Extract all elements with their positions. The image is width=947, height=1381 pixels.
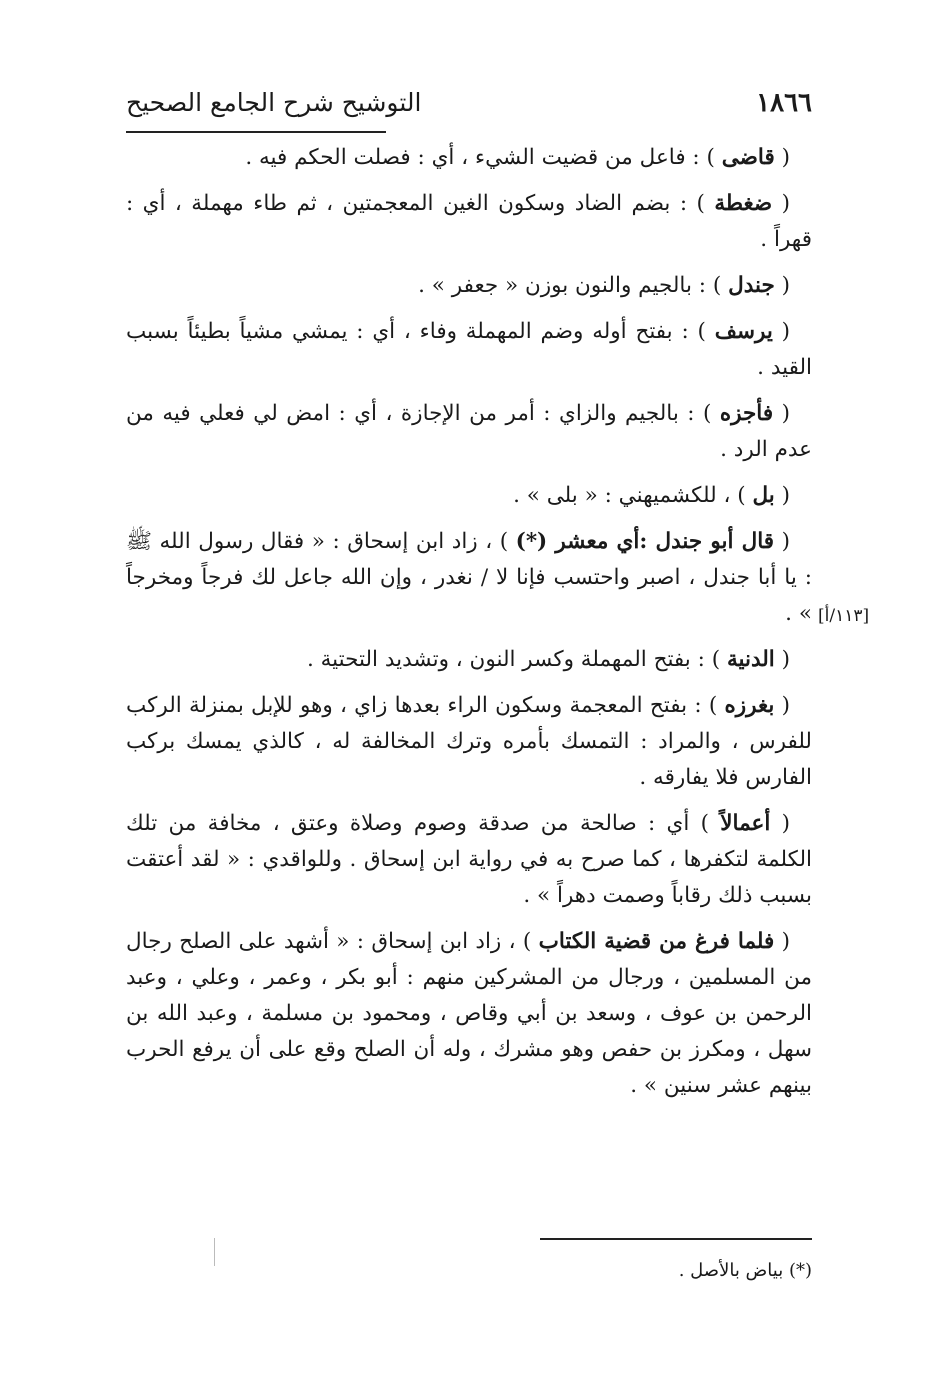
paragraph-text: : بالجيم والنون بوزن « جعفر » .	[418, 273, 713, 298]
term-label: ( يرسف )	[698, 319, 791, 344]
paragraph-text: ، زاد ابن إسحاق : « فقال رسول الله ﷺ : يا أبا جندل ، اصبر واحتسب فإنا لا / نغدر ، وإن الله جاعل لك فرجاً ومخرجاً » .	[126, 529, 812, 626]
footnote: (*) بياض بالأصل .	[678, 1260, 812, 1281]
paragraph-text: : بفتح المهملة وكسر النون ، وتشديد التحتية .	[306, 647, 712, 672]
term-label: ( قال أبو جندل :أي معشر (*) )	[500, 529, 790, 554]
paragraph-abu-jandal	[126, 524, 812, 632]
term-label: ( الدنية )	[712, 647, 790, 672]
header-rule	[126, 131, 386, 133]
folio-margin-note: [١١٣/أ]	[818, 606, 870, 626]
paragraph-text: : بضم الضاد وسكون الغين المعجمتين ، ثم طاء مهملة ، أي : قهراً .	[126, 191, 812, 252]
running-title: التوشيح شرح الجامع الصحيح	[126, 88, 422, 117]
paragraph-text: : بفتح المعجمة وسكون الراء بعدها زاي ، وهو للإبل بمنزلة الركب للفرس ، والمراد : التمسك بأمره وترك المخالفة له ، كالذي يمسك بركب الفارس فلا يفارقه .	[126, 693, 812, 790]
main-text	[126, 140, 812, 1114]
paragraph-text: ، زاد ابن إسحاق : « أشهد على الصلح رجال من المسلمين ، ورجال من المشركين منهم : أبو بكر ، وعمر ، وعلي ، وعبد الرحمن بن عوف ، وسعد بن أبي وقاص ، ومحمود بن مسلمة ، وعبد الله بن سهل ، ومكرز بن حفص وهو مشرك ، وله أن الصلح وقع على أن يرفع الحرب بينهم عشر سنين » .	[126, 929, 812, 1098]
paragraph-fajizhu	[126, 396, 812, 468]
term-label: ( أعمالاً )	[701, 811, 790, 836]
paragraph-jandal	[126, 268, 812, 304]
paragraph-bal	[126, 478, 812, 514]
term-label: ( فلما فرغ من قضية الكتاب )	[523, 929, 790, 954]
term-label: ( جندل )	[713, 273, 790, 298]
paragraph-bigharzihi	[126, 688, 812, 796]
paragraph-text: ، للكشميهني : « بلى » .	[513, 483, 738, 508]
paragraph-yarsuf	[126, 314, 812, 386]
paragraph-daghta	[126, 186, 812, 258]
paragraph-text: : بالجيم والزاي : أمر من الإجازة ، أي : امض لي فعلي فيه من عدم الرد .	[126, 401, 812, 462]
paragraph-daniyya	[126, 642, 812, 678]
term-label: ( ضغطة )	[697, 191, 790, 216]
footnote-rule	[540, 1238, 812, 1240]
paragraph-amalan	[126, 806, 812, 914]
paragraph-text: : بفتح أوله وضم المهملة وفاء ، أي : يمشي مشياً بطيئاً بسبب القيد .	[126, 319, 812, 380]
term-label: ( بغرزه )	[709, 693, 790, 718]
page-number: ١٨٦٦	[756, 88, 812, 118]
paragraph-qadi	[126, 140, 812, 176]
term-label: ( فأجزه )	[703, 401, 790, 426]
paragraph-text: أي : صالحة من صدقة وصوم وصلاة وعتق ، مخافة من تلك الكلمة لتكفرها ، كما صرح به في رواية ابن إسحاق . وللواقدي : « لقد أعتقت بسبب ذلك رقاباً وصمت دهراً » .	[126, 811, 812, 908]
paragraph-falamma-faragha	[126, 924, 812, 1104]
term-label: ( بل )	[737, 483, 790, 508]
page-header	[126, 82, 812, 130]
paragraph-text: : فاعل من قضيت الشيء ، أي : فصلت الحكم فيه .	[245, 145, 707, 170]
term-label: ( قاضى )	[707, 145, 790, 170]
